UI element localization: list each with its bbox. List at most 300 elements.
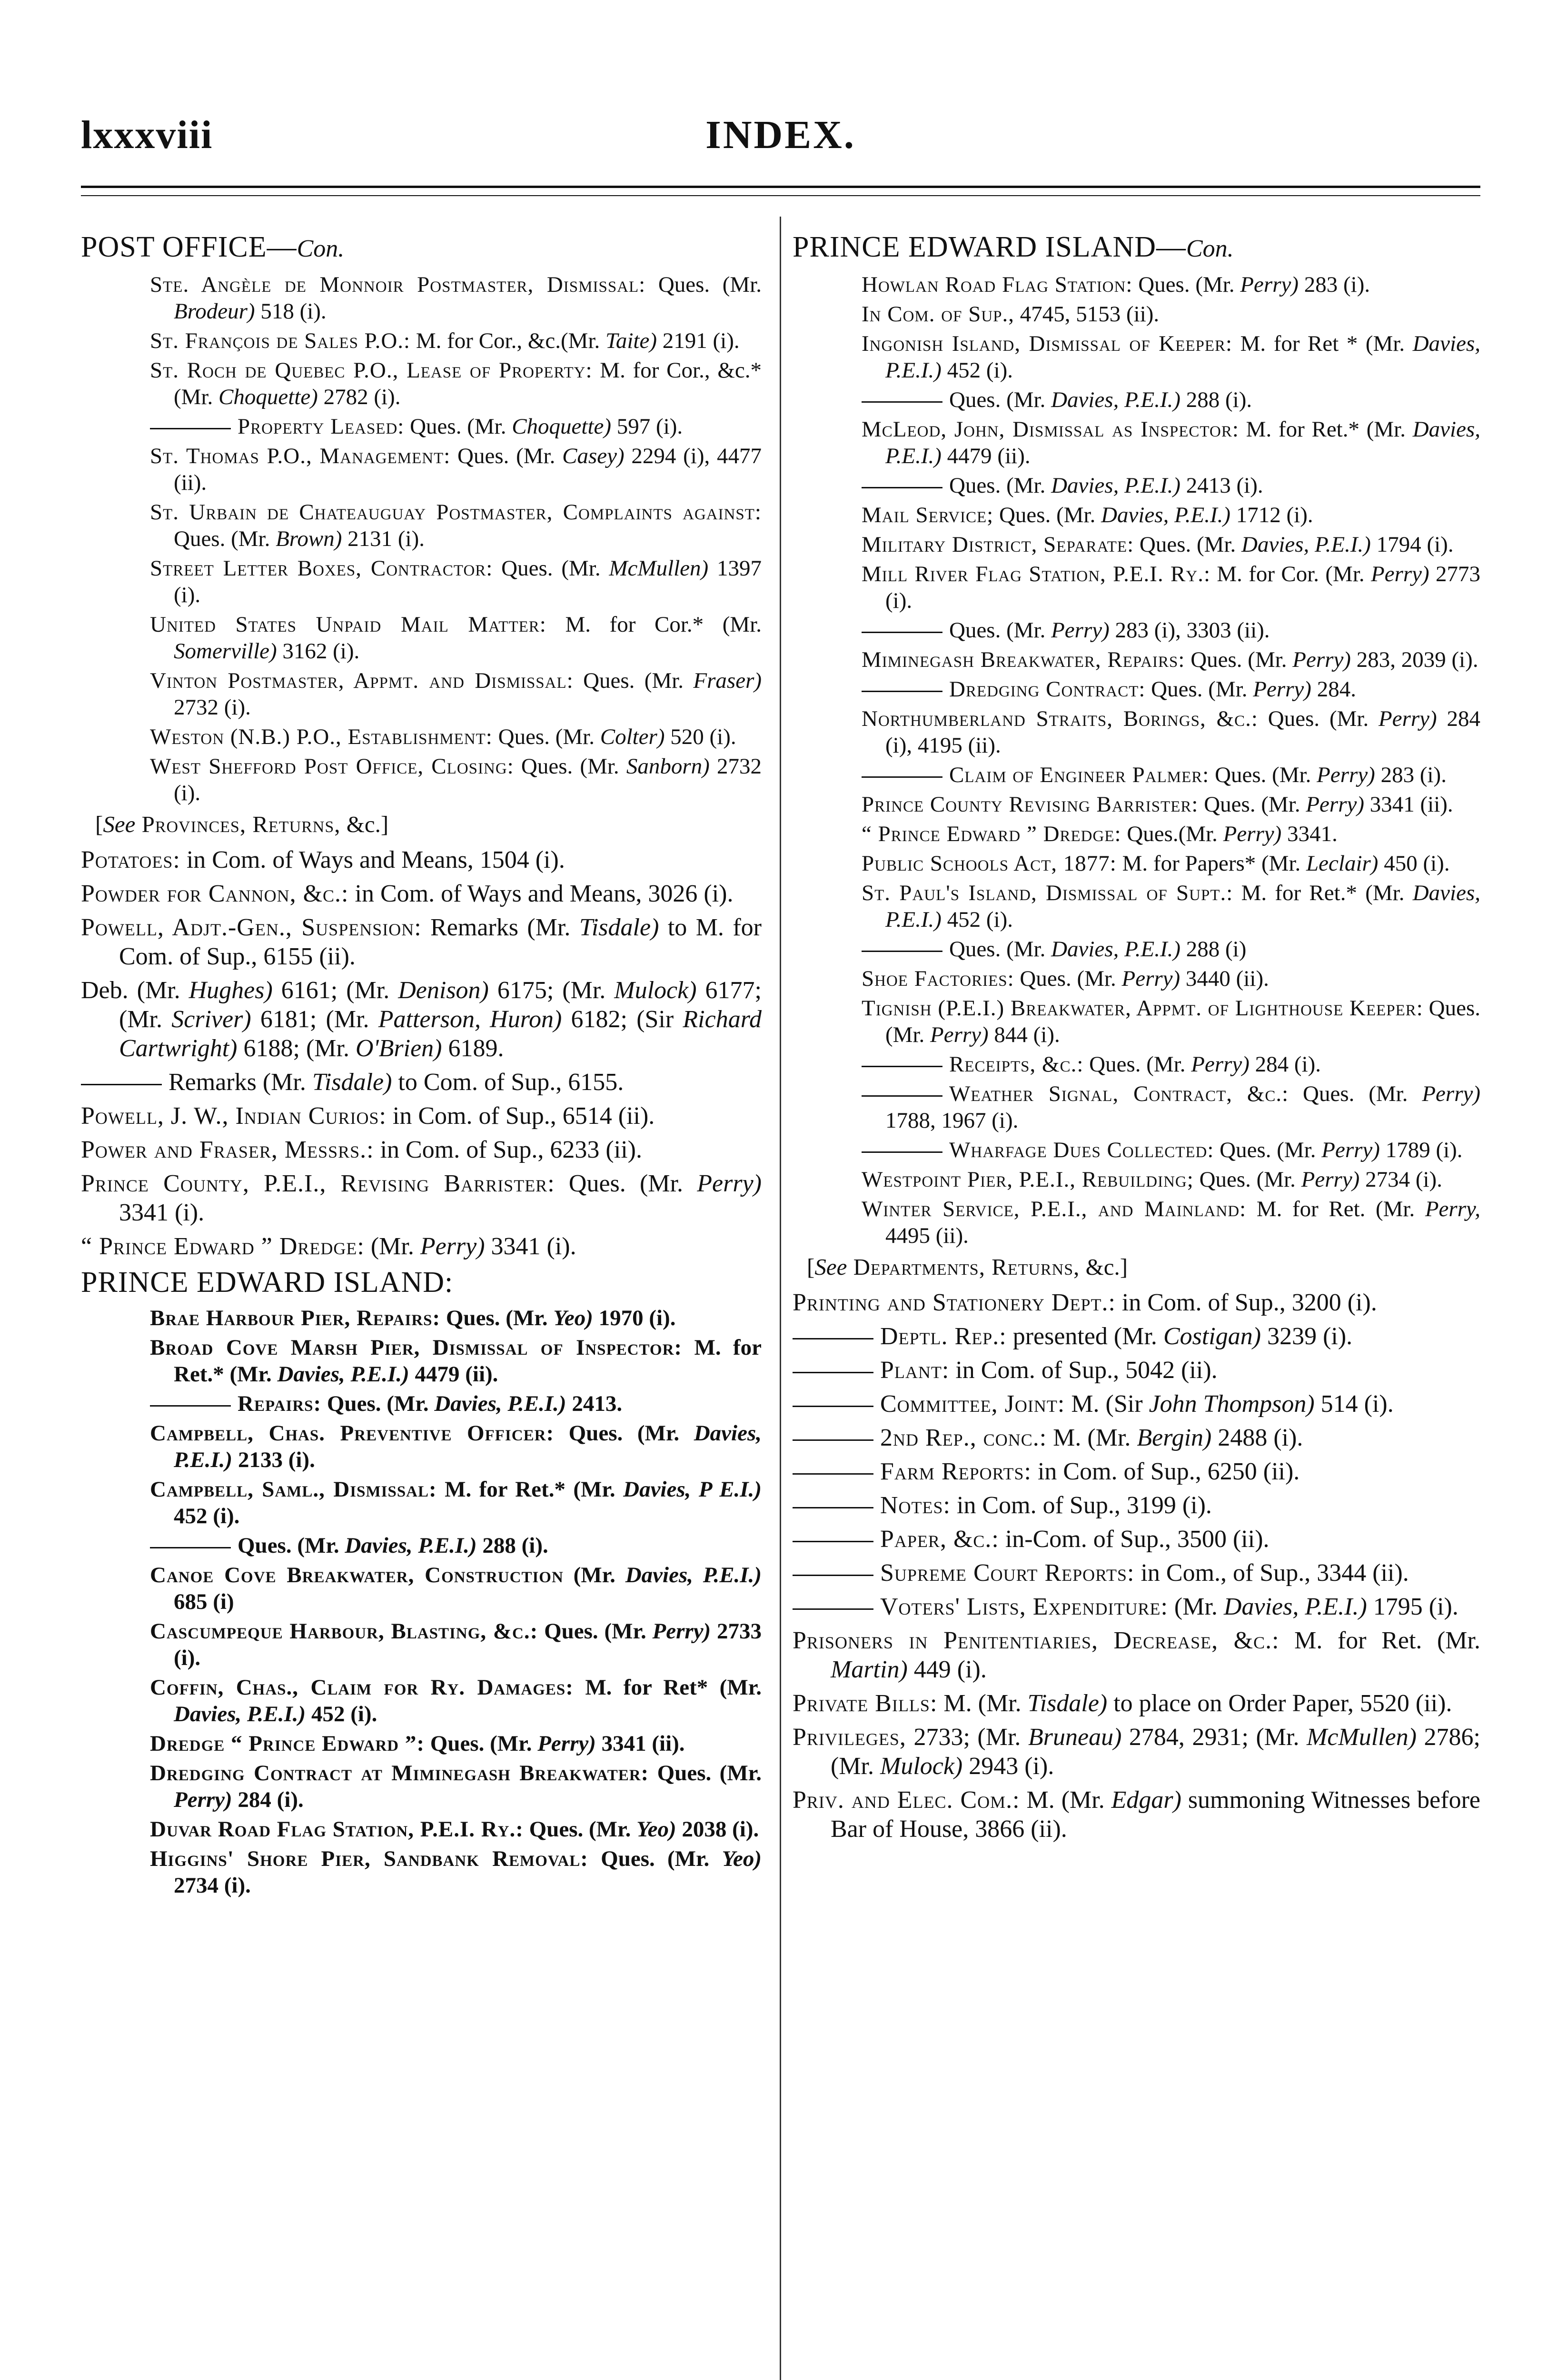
member-name: Davies, P.E.I.) bbox=[1051, 387, 1181, 412]
index-subentry bbox=[150, 443, 762, 496]
member-name: Perry) bbox=[537, 1731, 596, 1756]
repeat-dash bbox=[793, 1439, 873, 1441]
entry-text: in-Com. of Sup., 3500 (ii). bbox=[999, 1526, 1269, 1553]
entry-text: M. for Ret.* (Mr. bbox=[174, 1335, 762, 1387]
entry-text: 2943 (i). bbox=[962, 1753, 1054, 1780]
member-name: Davies, P.E.I.) bbox=[1101, 503, 1231, 527]
entry-text: 6189. bbox=[442, 1035, 504, 1062]
index-subentry bbox=[150, 1390, 762, 1417]
page-refs: 2732 (i). bbox=[174, 754, 762, 805]
index-subentry bbox=[150, 1305, 762, 1331]
index-subentry bbox=[150, 1845, 762, 1899]
entry-topic: Ingonish Island, Dismissal of Keeper: bbox=[862, 331, 1233, 356]
entry-text: Ques. (Mr. bbox=[649, 1761, 762, 1785]
page-title: INDEX. bbox=[705, 113, 856, 157]
entry-text: in Com. of Sup., 5042 (ii). bbox=[949, 1357, 1218, 1384]
entry-text: M. for Cor., &c.(Mr. bbox=[410, 328, 600, 353]
see-bracket: [ bbox=[807, 1254, 815, 1280]
entry-text: in Com. of Sup., 6233 (ii). bbox=[374, 1136, 642, 1163]
entry-text: Ques. (Mr. bbox=[573, 668, 684, 693]
entry-text: Ques. (Mr. bbox=[993, 503, 1096, 527]
entry-text: Ques. (Mr. bbox=[404, 414, 506, 439]
index-subentry bbox=[862, 271, 1480, 298]
entry-text: M. for Ret. (Mr. bbox=[1246, 1197, 1415, 1221]
index-subentry bbox=[862, 646, 1480, 673]
entry-text: Ques. (Mr. bbox=[1289, 1081, 1408, 1106]
entry-topic: Vinton Postmaster, Appmt. and Dismissal: bbox=[150, 668, 574, 693]
member-name: Perry, bbox=[1425, 1197, 1480, 1221]
entry-topic: In Com. of Sup., bbox=[862, 302, 1015, 327]
page-refs: 452 (i). bbox=[941, 358, 1013, 383]
entry-topic: Committee, Joint: bbox=[880, 1390, 1065, 1418]
repeat-dash bbox=[862, 691, 942, 692]
entry-text: 2784, 2931; (Mr. bbox=[1121, 1724, 1307, 1751]
entry-text: Ques. (Mr. bbox=[1258, 706, 1369, 731]
entry-topic: Miminegash Breakwater, Repairs: bbox=[862, 647, 1185, 672]
page-refs: to M. for Com. of Sup., 6155 (ii). bbox=[119, 914, 762, 970]
entry-topic: Campbell, Saml., Dismissal: bbox=[150, 1477, 437, 1502]
index-subentry bbox=[862, 472, 1480, 499]
member-name: Davies, P.E.I.) bbox=[885, 881, 1480, 932]
page-refs: 2294 (i), 4477 (ii). bbox=[174, 444, 762, 495]
member-name: Perry) bbox=[1223, 822, 1282, 846]
member-name: Brodeur) bbox=[174, 299, 255, 324]
member-name: Davies, P.E.I.) bbox=[885, 417, 1480, 468]
entry-text: M. (Mr. bbox=[937, 1690, 1021, 1717]
index-subentry bbox=[150, 413, 762, 440]
entry-text: Ques. (Mr. bbox=[885, 996, 1481, 1047]
member-name: McMullen) bbox=[1307, 1724, 1417, 1751]
index-subentry bbox=[150, 357, 762, 410]
page-refs: 2732 (i). bbox=[174, 695, 251, 720]
entry-topic: Powell, J. W., Indian Curios: bbox=[81, 1102, 387, 1130]
page-refs: 518 (i). bbox=[255, 299, 327, 324]
page-refs: 284 (i). bbox=[1249, 1052, 1321, 1077]
entry-topic: Receipts, &c.: bbox=[949, 1052, 1084, 1077]
see-tail: &c.] bbox=[340, 811, 389, 837]
entry-text: M. for Ret.* (Mr. bbox=[1239, 417, 1406, 442]
entry-topic: Dredging Contract: bbox=[949, 677, 1146, 702]
member-name: Perry) bbox=[1371, 562, 1429, 586]
member-name: Davies, P.E.I.) bbox=[1223, 1593, 1367, 1620]
entry-text: M. for Ret.* (Mr. bbox=[1233, 881, 1405, 905]
entry-topic: Coffin, Chas., Claim for Ry. Damages: bbox=[150, 1675, 574, 1700]
member-name: O'Brien) bbox=[355, 1035, 442, 1062]
entry-topic: Duvar Road Flag Station, P.E.I. Ry.: bbox=[150, 1817, 524, 1842]
index-subentry bbox=[150, 1816, 762, 1843]
index-entry bbox=[81, 1068, 762, 1097]
entry-text: 6181; (Mr. bbox=[251, 1006, 378, 1033]
member-name: Mulock) bbox=[614, 977, 697, 1004]
entry-text: Remarks (Mr. bbox=[169, 1069, 306, 1096]
member-name: Davies, P.E.I.) bbox=[1051, 473, 1181, 498]
entry-text: Deb. (Mr. bbox=[81, 977, 189, 1004]
entry-text: Ques. (Mr. bbox=[1083, 1052, 1186, 1077]
page-refs: 284 (i). bbox=[232, 1787, 304, 1812]
entry-text: Ques. (Mr. bbox=[1145, 677, 1248, 702]
entry-topic: Voters' Lists, Expenditure: bbox=[880, 1593, 1168, 1620]
index-subentry bbox=[150, 327, 762, 354]
page-refs: 685 (i) bbox=[174, 1589, 234, 1614]
entry-text: Ques. (Mr. bbox=[949, 618, 1046, 643]
member-name: Davies, P.E.I.) bbox=[277, 1362, 409, 1387]
index-subentry bbox=[862, 531, 1480, 558]
entry-topic: Printing and Stationery Dept.: bbox=[793, 1289, 1116, 1316]
member-name: Perry) bbox=[1253, 677, 1311, 702]
see-word: See bbox=[814, 1254, 847, 1280]
entry-text: Ques. (Mr. bbox=[645, 272, 762, 297]
page-refs: 3341 (ii). bbox=[595, 1731, 685, 1756]
repeat-dash bbox=[862, 1095, 942, 1097]
repeat-dash bbox=[862, 951, 942, 952]
page-refs: 1970 (i). bbox=[593, 1306, 676, 1330]
entry-text: 6175; (Mr. bbox=[488, 977, 615, 1004]
entry-text: in Com., of Sup., 3344 (ii). bbox=[1134, 1559, 1409, 1587]
member-name: Perry) bbox=[420, 1233, 485, 1260]
entry-text: in Com. of Sup., 3200 (i). bbox=[1115, 1289, 1377, 1316]
section-heading bbox=[793, 230, 1480, 266]
repeat-dash bbox=[81, 1084, 162, 1085]
member-name: Perry) bbox=[1292, 647, 1351, 672]
entry-text: Ques. (Mr. bbox=[514, 754, 619, 779]
index-subentry bbox=[862, 821, 1480, 847]
entry-topic: Plant: bbox=[880, 1357, 950, 1384]
page-refs: 2413 (i). bbox=[1180, 473, 1263, 498]
member-name: Davies, P.E.I.) bbox=[885, 331, 1480, 383]
entry-text: Ques. (Mr. bbox=[555, 1170, 684, 1197]
index-subentry bbox=[862, 387, 1480, 413]
entry-text: 2786; (Mr. bbox=[831, 1724, 1481, 1780]
entry-topic: Supreme Court Reports: bbox=[880, 1559, 1135, 1587]
entry-text: presented (Mr. bbox=[1006, 1323, 1157, 1350]
repeat-dash bbox=[862, 776, 942, 778]
index-entry bbox=[81, 1232, 762, 1261]
section-heading bbox=[81, 230, 762, 266]
heading-text: PRINCE EDWARD ISLAND: bbox=[81, 1266, 454, 1299]
section-heading bbox=[81, 1266, 762, 1299]
page-refs: 452 (i). bbox=[174, 1504, 240, 1528]
entry-text: M. for Ret * (Mr. bbox=[1232, 331, 1405, 356]
member-name: Richard Cartwright) bbox=[119, 1006, 762, 1062]
entry-text: Ques. (Mr. bbox=[538, 1619, 646, 1644]
entry-topic: Broad Cove Marsh Pier, Dismissal of Inspector: bbox=[150, 1335, 683, 1360]
entry-topic: Privileges, bbox=[793, 1724, 906, 1751]
entry-text: Remarks (Mr. bbox=[421, 914, 571, 941]
member-name: Somerville) bbox=[174, 639, 277, 664]
see-also bbox=[807, 1253, 1480, 1281]
entry-topic: McLeod, John, Dismissal as Inspector: bbox=[862, 417, 1239, 442]
entry-text: Ques. (Mr. bbox=[949, 387, 1046, 412]
entry-text: in Com. of Sup., 6250 (ii). bbox=[1031, 1458, 1300, 1485]
index-entry bbox=[793, 1525, 1480, 1554]
member-name: Davies, P.E.I.) bbox=[1241, 532, 1371, 557]
entry-topic: Repairs: bbox=[238, 1391, 322, 1416]
index-subentry bbox=[862, 705, 1480, 759]
page-refs: 2733 (i). bbox=[174, 1619, 762, 1670]
page-refs: 3341 (i). bbox=[485, 1233, 576, 1260]
index-entry bbox=[793, 1491, 1480, 1520]
entry-text: Ques. (Mr. bbox=[1014, 966, 1116, 991]
index-entry bbox=[793, 1322, 1480, 1351]
page-refs: 2734 (i). bbox=[174, 1873, 251, 1898]
entry-topic: St. François de Sales P.O.: bbox=[150, 328, 411, 353]
entry-text: M. for Ret. (Mr. bbox=[1279, 1627, 1480, 1654]
entry-topic: Higgins' Shore Pier, Sandbank Removal: bbox=[150, 1846, 588, 1871]
index-subentry bbox=[150, 1334, 762, 1388]
index-entry bbox=[81, 1101, 762, 1130]
entry-topic: St. Roch de Quebec P.O., Lease of Property: bbox=[150, 358, 593, 383]
entry-text: Ques. (Mr. bbox=[1134, 532, 1236, 557]
entry-text: Ques. (Mr. bbox=[238, 1533, 339, 1558]
index-subentry bbox=[150, 1760, 762, 1813]
entry-topic: Dredge “ Prince Edward ”: bbox=[150, 1731, 425, 1756]
entry-topic: Northumberland Straits, Borings, &c.: bbox=[862, 706, 1258, 731]
page-refs: to place on Order Paper, 5520 (ii). bbox=[1107, 1690, 1452, 1717]
repeat-dash bbox=[793, 1575, 873, 1576]
entry-text: 6177; (Mr. bbox=[119, 977, 762, 1033]
entry-text: Ques. (Mr. bbox=[493, 556, 601, 581]
index-subentry bbox=[862, 936, 1480, 962]
member-name: Martin) bbox=[831, 1656, 908, 1683]
page-refs: 1712 (i). bbox=[1230, 503, 1313, 527]
member-name: Edgar) bbox=[1111, 1786, 1181, 1814]
right-column bbox=[793, 228, 1480, 1848]
member-name: Fraser) bbox=[693, 668, 762, 693]
member-name: Davies, P.E.I.) bbox=[345, 1533, 477, 1558]
index-subentry bbox=[150, 1562, 762, 1615]
repeat-dash bbox=[150, 1405, 231, 1407]
entry-text: M. for Cor., &c.* (Mr. bbox=[174, 358, 762, 409]
page-refs: 452 (i). bbox=[941, 907, 1013, 932]
member-name: Sanborn) bbox=[626, 754, 710, 779]
page-refs: 2773 (i). bbox=[885, 562, 1481, 613]
index-entry bbox=[793, 1785, 1480, 1844]
index-subentry bbox=[862, 995, 1480, 1048]
entry-topic: Weather Signal, Contract, &c.: bbox=[949, 1081, 1289, 1106]
entry-topic: United States Unpaid Mail Matter: bbox=[150, 612, 546, 637]
repeat-dash bbox=[862, 632, 942, 633]
entry-text: Ques. (Mr. bbox=[1198, 792, 1300, 817]
repeat-dash bbox=[793, 1541, 873, 1542]
page-refs: 283, 2039 (i). bbox=[1350, 647, 1478, 672]
entry-text: Ques. (Mr. bbox=[1132, 272, 1235, 297]
page-refs: 3440 (ii). bbox=[1180, 966, 1269, 991]
index-subentry bbox=[150, 611, 762, 664]
page-refs: 844 (i). bbox=[988, 1022, 1060, 1047]
page-refs: 284. bbox=[1311, 677, 1356, 702]
heading-text: PRINCE EDWARD ISLAND— bbox=[793, 231, 1186, 263]
index-subentry bbox=[150, 667, 762, 721]
repeat-dash bbox=[862, 401, 942, 403]
page-refs: 514 (i). bbox=[1314, 1390, 1394, 1418]
page-refs: 2133 (i). bbox=[232, 1448, 315, 1472]
entry-topic: Priv. and Elec. Com.: bbox=[793, 1786, 1020, 1814]
entry-topic: “ Prince Edward ” Dredge: bbox=[81, 1233, 365, 1260]
index-subentry bbox=[150, 555, 762, 608]
repeat-dash bbox=[793, 1406, 873, 1407]
member-name: Denison) bbox=[398, 977, 489, 1004]
member-name: Yeo) bbox=[553, 1306, 593, 1330]
index-entry bbox=[793, 1723, 1480, 1781]
header-rule-thick bbox=[81, 186, 1480, 188]
entry-topic: Weston (N.B.) P.O., Establishment: bbox=[150, 724, 493, 749]
heading-continued: Con. bbox=[1186, 235, 1234, 262]
entry-text: Ques. (Mr. bbox=[1185, 647, 1287, 672]
page-refs: 3239 (i). bbox=[1261, 1323, 1353, 1350]
member-name: Perry) bbox=[1422, 1081, 1481, 1106]
entry-topic: Winter Service, P.E.I., and Mainland: bbox=[862, 1197, 1247, 1221]
repeat-dash bbox=[793, 1338, 873, 1339]
index-subentry bbox=[862, 416, 1480, 469]
entry-text: Ques. (Mr. bbox=[174, 526, 270, 551]
page-refs: 2488 (i). bbox=[1211, 1424, 1303, 1451]
index-subentry bbox=[862, 1196, 1480, 1249]
entry-text: Ques. (Mr. bbox=[440, 1306, 548, 1330]
index-entry bbox=[793, 1626, 1480, 1684]
entry-text: Ques. (Mr. bbox=[492, 724, 595, 749]
index-subentry bbox=[862, 791, 1480, 818]
index-entry bbox=[81, 879, 762, 908]
page-refs: 2131 (i). bbox=[342, 526, 425, 551]
entry-text: M. for Papers* (Mr. bbox=[1116, 851, 1301, 876]
entry-text: Ques. (Mr. bbox=[1214, 1138, 1316, 1162]
page-refs: 1795 (i). bbox=[1367, 1593, 1458, 1620]
index-subentry bbox=[150, 1618, 762, 1671]
page-number: lxxxviii bbox=[81, 113, 213, 157]
index-subentry bbox=[150, 1730, 762, 1757]
entry-text: Ques. (Mr. bbox=[949, 473, 1046, 498]
page-refs: 4495 (ii). bbox=[885, 1223, 969, 1248]
entry-text: M. (Mr. bbox=[1047, 1424, 1131, 1451]
entry-topic: Brae Harbour Pier, Repairs: bbox=[150, 1306, 441, 1330]
member-name: Perry) bbox=[174, 1787, 232, 1812]
left-column bbox=[81, 228, 762, 1902]
entry-topic: Cascumpeque Harbour, Blasting, &c.: bbox=[150, 1619, 538, 1644]
entry-text: Ques. (Mr. bbox=[1209, 763, 1311, 787]
member-name: Choquette) bbox=[218, 385, 318, 409]
entry-topic: Shoe Factories: bbox=[862, 966, 1014, 991]
member-name: Davies, P.E.I.) bbox=[1051, 937, 1181, 962]
entry-topic: Mill River Flag Station, P.E.I. Ry.: bbox=[862, 562, 1211, 586]
member-name: Choquette) bbox=[512, 414, 612, 439]
entry-text: M. for Cor.* (Mr. bbox=[546, 612, 762, 637]
entry-topic: Powell, Adjt.-Gen., Suspension: bbox=[81, 914, 422, 941]
page-refs: 284 (i), 4195 (ii). bbox=[885, 706, 1481, 758]
member-name: Perry) bbox=[697, 1170, 762, 1197]
member-name: Tisdale) bbox=[312, 1069, 392, 1096]
member-name: Bergin) bbox=[1137, 1424, 1212, 1451]
page-refs: 450 (i). bbox=[1378, 851, 1450, 876]
member-name: Perry) bbox=[1306, 792, 1364, 817]
see-word: See bbox=[103, 811, 136, 837]
member-name: Perry) bbox=[1240, 272, 1299, 297]
entry-topic: Military District, Separate: bbox=[862, 532, 1134, 557]
index-subentry bbox=[862, 850, 1480, 877]
page-refs: 3341. bbox=[1281, 822, 1338, 846]
member-name: Perry) bbox=[1121, 966, 1180, 991]
index-entry bbox=[81, 845, 762, 874]
index-subentry bbox=[150, 724, 762, 750]
member-name: Colter) bbox=[600, 724, 665, 749]
index-subentry bbox=[862, 1137, 1480, 1163]
repeat-dash bbox=[793, 1507, 873, 1508]
repeat-dash bbox=[793, 1372, 873, 1373]
page-refs: 449 (i). bbox=[907, 1656, 987, 1683]
entry-topic: St. Thomas P.O., Management: bbox=[150, 444, 451, 468]
member-name: Perry) bbox=[652, 1619, 711, 1644]
page-refs: to Com. of Sup., 6155. bbox=[392, 1069, 624, 1096]
entry-topic: Notes: bbox=[880, 1492, 951, 1519]
page-refs: 2413. bbox=[566, 1391, 623, 1416]
index-entry bbox=[793, 1689, 1480, 1718]
member-name: Leclair) bbox=[1306, 851, 1378, 876]
page-refs: 2038 (i). bbox=[676, 1817, 759, 1842]
entry-topic: St. Urbain de Chateauguay Postmaster, Complaints against: bbox=[150, 500, 762, 525]
entry-topic: Power and Fraser, Messrs.: bbox=[81, 1136, 374, 1163]
entry-text: Ques. (Mr. bbox=[523, 1817, 631, 1842]
heading-continued: Con. bbox=[297, 235, 345, 262]
entry-text: in Com. of Sup., 3199 (i). bbox=[951, 1492, 1212, 1519]
index-entry bbox=[793, 1592, 1480, 1621]
entry-text: Ques. (Mr. bbox=[1193, 1167, 1296, 1192]
index-subentry bbox=[150, 1420, 762, 1473]
member-name: Tisdale) bbox=[579, 914, 659, 941]
entry-topic: Westpoint Pier, P.E.I., Rebuilding; bbox=[862, 1167, 1194, 1192]
index-subentry bbox=[862, 965, 1480, 992]
member-name: Perry) bbox=[1051, 618, 1110, 643]
entry-topic: Prisoners in Penitentiaries, Decrease, &c.: bbox=[793, 1627, 1279, 1654]
member-name: Davies, P.E.I.) bbox=[174, 1421, 762, 1472]
entry-topic: Claim of Engineer Palmer: bbox=[949, 763, 1210, 787]
entry-topic: Property Leased: bbox=[238, 414, 405, 439]
entry-topic: Prince County, P.E.I., Revising Barrister: bbox=[81, 1170, 555, 1197]
repeat-dash bbox=[862, 487, 942, 488]
page-refs: 2734 (i). bbox=[1359, 1167, 1442, 1192]
member-name: Costigan) bbox=[1163, 1323, 1261, 1350]
entry-topic: St. Paul's Island, Dismissal of Supt.: bbox=[862, 881, 1233, 905]
entry-text: M. (Mr. bbox=[1020, 1786, 1105, 1814]
entry-text: 4745, 5153 (ii). bbox=[1014, 302, 1160, 327]
index-entry bbox=[793, 1457, 1480, 1486]
index-subentry bbox=[862, 1081, 1480, 1134]
column-divider bbox=[780, 217, 781, 2380]
entry-text: Ques. (Mr. bbox=[425, 1731, 532, 1756]
member-name: Davies, P.E.I.) bbox=[434, 1391, 566, 1416]
page-refs: 288 (i). bbox=[476, 1533, 548, 1558]
repeat-dash bbox=[150, 428, 231, 429]
member-name: McMullen) bbox=[609, 556, 709, 581]
entry-topic: 2nd Rep., conc.: bbox=[880, 1424, 1047, 1451]
page-refs: 283 (i). bbox=[1375, 763, 1447, 787]
member-name: Tisdale) bbox=[1027, 1690, 1108, 1717]
member-name: Perry) bbox=[1191, 1052, 1250, 1077]
entry-text: in Com. of Sup., 6514 (ii). bbox=[386, 1102, 655, 1130]
entry-topic: Paper, &c.: bbox=[880, 1526, 999, 1553]
entry-topic: Wharfage Dues Collected: bbox=[949, 1138, 1214, 1162]
see-also bbox=[95, 810, 762, 839]
page-refs: 4479 (ii). bbox=[409, 1362, 498, 1387]
entry-text: (Mr. bbox=[563, 1563, 615, 1587]
page-refs: 1794 (i). bbox=[1370, 532, 1454, 557]
member-name: Casey) bbox=[562, 444, 625, 468]
index-subentry bbox=[862, 1051, 1480, 1078]
entry-text: in Com. of Ways and Means, 1504 (i). bbox=[180, 846, 565, 873]
entry-text: 2733; (Mr. bbox=[906, 1724, 1028, 1751]
index-subentry bbox=[150, 499, 762, 552]
index-entry bbox=[793, 1356, 1480, 1385]
entry-topic: Ste. Angèle de Monnoir Postmaster, Dismissal: bbox=[150, 272, 646, 297]
index-entry bbox=[81, 913, 762, 971]
